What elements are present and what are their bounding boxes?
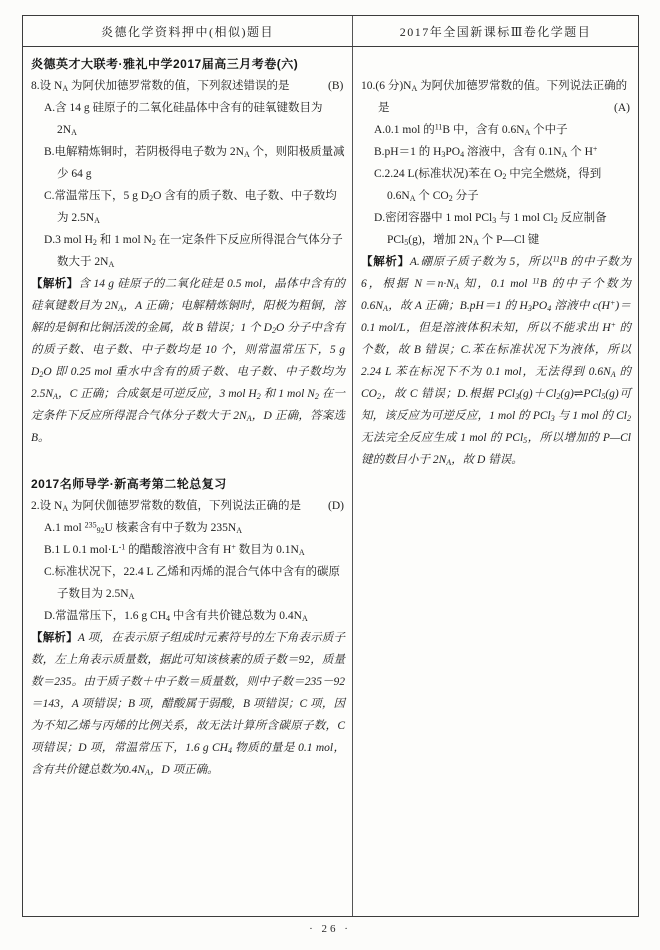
option-line: A.1 mol $^{235}_{92}$U 核素含有中子数为 $235N_A$ (44, 520, 242, 535)
analysis-paragraph (31, 273, 345, 449)
source-title: 炎德英才大联考·雅礼中学2017届高三月考卷(六) (31, 57, 299, 71)
analysis-label: 【解析】 (361, 256, 410, 268)
option-line: D.3 mol $H_2$ 和 1 mol $N_2$ 在一定条件下反应所得混合气体分子数大于 $2N_A$ (44, 234, 343, 269)
option-line: B.pH＝1 的 $H_3PO_4$ 溶液中，含有 $0.1N_A$ 个 H+ (374, 144, 598, 159)
option-line: C.标准状况下，22.4 L 乙烯和丙烯的混合气体中含有的碳原子数目为 $2.5N_A$ (44, 566, 341, 601)
question-stem: 8.设 $N_A$ 为阿伏加德罗常数的值，下列叙述错误的是 (B) (31, 80, 344, 93)
question-stem: 10.(6 分)$N_A$ 为阿伏加德罗常数的值。下列说法正确的是 (A) (361, 80, 630, 114)
option-line: D.密闭容器中 1 mol PCl$_3$ 与 1 mol $Cl_2$ 反应制备 PCl$_5$(g)，增加 $2N_A$ 个 P—Cl 键 (374, 212, 607, 247)
analysis-label: 【解析】 (31, 632, 78, 644)
table-body-row (23, 47, 638, 916)
left-column-similar-questions (23, 47, 353, 916)
option-line: C.2.24 L(标准状况)苯在 $O_2$ 中完全燃烧，得到 $0.6N_A$ 个 $CO_2$ 分子 (374, 168, 602, 203)
option-line: B.电解精炼铜时，若阴极得电子数为 $2N_A$ 个，则阳极质量减少 64 g (44, 146, 345, 180)
header-cell-exam-questions: 2017年全国新课标Ⅲ卷化学题目 (399, 24, 592, 39)
option-line: A.0.1 mol 的$^{11}$B 中，含有 $0.6N_A$ 个中子 (374, 122, 568, 137)
table-header-row (23, 16, 638, 47)
footer-page-number: · 26 · (309, 923, 351, 935)
question-stem: 2.设 $N_A$ 为阿伏伽德罗常数的数值，下列说法正确的是 (D) (31, 500, 344, 513)
analysis-label: 【解析】 (31, 278, 79, 290)
analysis-text: A 项，在表示原子组成时元素符号的左下角表示质子数，左上角表示质量数，据此可知该核素的质子数＝92，质量数＝235。由于质子数＋中子数＝质量数，则中子数＝235－92＝143，A 项错误；B 项，醋酸属于弱酸，B 项错误；C 项，因为不知乙烯与丙烯的比例关系，故无法计算所含碳原子数，C 项错误；D 项，常温常压下，1.6 g $CH_4$ 物质的量是 0.1 mol，含有共价键总数为$0.4N_A$，D 项正确。 (31, 632, 346, 777)
option-line: B.1 L 0.1 $mol\cdot L^{-1}$ 的醋酸溶液中含有 H+ 数目为 $0.1N_A$ (44, 542, 305, 557)
option-line: C.常温常压下，5 g $D_2O$ 含有的质子数、电子数、中子数均为 $2.5N_A$ (44, 190, 337, 225)
right-column-exam-questions (353, 47, 638, 916)
analysis-text: A.硼原子质子数为 5，所以$^{11}$B 的中子数为 6，根据 $N=n\cdot N_A$ 知，0.1 mol $^{11}$B 的中子个数为 $0.6N_A$，故 A 正确；B.pH＝1 的 $H_3PO_4$ 溶液中 c(H+)＝0.1 mol/L，但是溶液体积未知，所以不能求出 H+ 的个数，故 B 错误；C.苯在标准状况下为液体，所以 2.24 L 苯在标况下不为 0.1 mol，无法得到 $0.6N_A$ 的 $CO_2$，故 C 错误；D.根据 $PCl_3(g)+Cl_2(g)\rightleftharpoons PCl_5(g)$可知，该反应为可逆反应，1 mol 的 PCl$_3$ 与 1 mol 的 $Cl_2$ 无法完全反应生成 1 mol 的 PCl$_5$，所以增加的 P—Cl 键的数目小于 $2N_A$，故 D 错误。 (361, 254, 632, 467)
header-cell-similar-questions: 炎德化学资料押中(相似)题目 (23, 16, 353, 46)
analysis-paragraph (31, 627, 345, 781)
source-title: 2017名师导学·新高考第二轮总复习 (31, 477, 227, 491)
option-line: D.常温常压下，1.6 g $CH_4$ 中含有共价键总数为 $0.4N_A$ (44, 610, 308, 623)
analysis-text: 含 14 g 硅原子的二氧化硅是 0.5 mol，晶体中含有的硅氧键数目为 $2N_A$，A 正确；电解精炼铜时，阳极为粗铜，溶解的是铜和比铜活泼的金属，故 B 错误；1 个 $D_2O$ 分子中含有的质子数、电子数、中子数均是 10 个，则常温常压下，5 g $D_2O$ 即 0.25 mol 重水中含有的质子数、电子数、中子数均为 $2.5N_A$，C 正确；合成氨是可逆反应，3 mol $H_2$ 和 1 mol $N_2$ 在一定条件下反应所得混合气体分子数大于 $2N_A$，D 正确，答案选 B。 (31, 278, 346, 444)
analysis-paragraph (361, 251, 631, 471)
comparison-table (22, 15, 639, 917)
option-line: A.含 14 g 硅原子的二氧化硅晶体中含有的硅氧键数目为 $2N_A$ (44, 102, 323, 137)
